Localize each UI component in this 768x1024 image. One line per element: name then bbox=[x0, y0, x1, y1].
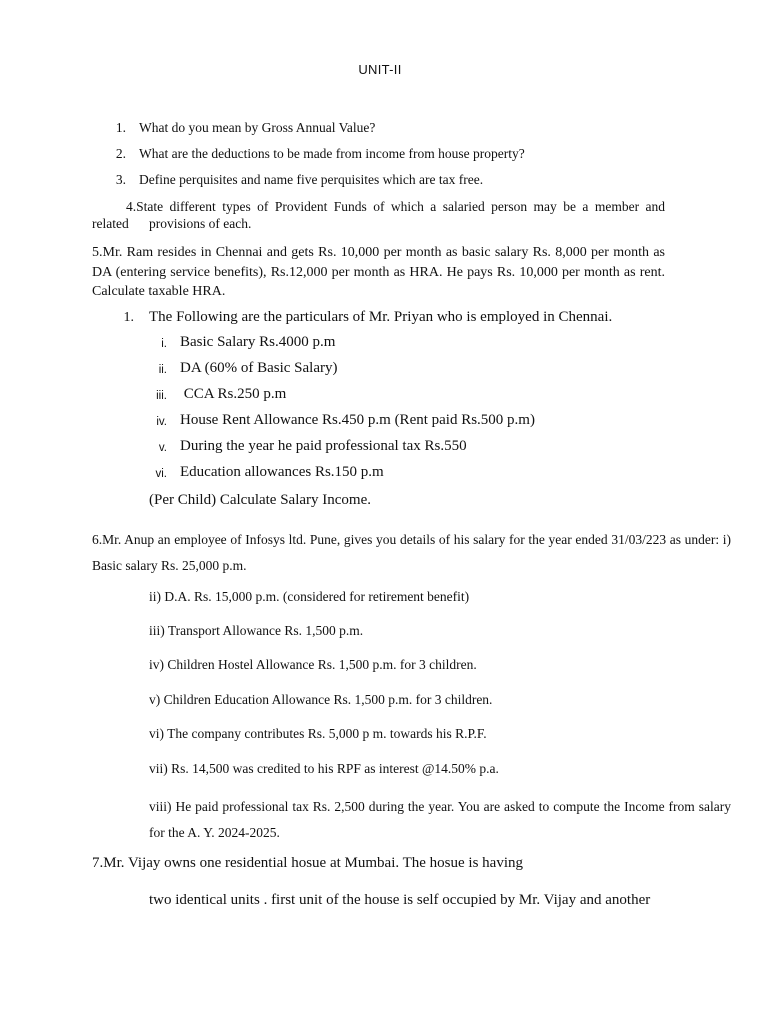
item-number: vi. bbox=[155, 468, 167, 480]
question-6-intro: 6.Mr. Anup an employee of Infosys ltd. Pune, gives you details of his salary for the year ended 31/03/223 as under: i) Basic salary Rs. 25,000 p.m. bbox=[92, 532, 731, 573]
question-text: Define perquisites and name five perquisites which are tax free. bbox=[139, 172, 484, 187]
question-footer: (Per Child) Calculate Salary Income. bbox=[149, 492, 372, 508]
question-6-item: vi) The company contributes Rs. 5,000 p m. towards his R.P.F. bbox=[149, 726, 487, 741]
question-number: 3. bbox=[115, 172, 126, 187]
question-6-item: iv) Children Hostel Allowance Rs. 1,500 p.m. for 3 children. bbox=[149, 657, 477, 672]
question-text: What are the deductions to be made from income from house property? bbox=[139, 146, 525, 161]
question-5: 5.Mr. Ram resides in Chennai and gets Rs. 10,000 per month as basic salary Rs. 8,000 per month as DA (entering service benefits), Rs.12,000 per month as HRA. He pays Rs. 10,000 per month as rent. Calculate taxable HRA. bbox=[92, 245, 665, 299]
question-6-last-item: viii) He paid professional tax Rs. 2,500 during the year. You are asked to compute the Income from salary for the A. Y. 2024-2025. bbox=[149, 799, 731, 840]
item-number: iv. bbox=[156, 416, 167, 428]
question-4-line-1: 4.State different types of Provident Funds of which a salaried person may be a member and bbox=[126, 199, 665, 214]
item-text: Education allowances Rs.150 p.m bbox=[180, 464, 384, 480]
question-6-item: iii) Transport Allowance Rs. 1,500 p.m. bbox=[149, 623, 364, 638]
question-6-item: v) Children Education Allowance Rs. 1,500 p.m. for 3 children. bbox=[149, 692, 493, 707]
item-text: Basic Salary Rs.4000 p.m bbox=[180, 334, 336, 350]
unit-title: UNIT-II bbox=[358, 62, 402, 77]
question-text: What do you mean by Gross Annual Value? bbox=[139, 120, 376, 135]
item-text: House Rent Allowance Rs.450 p.m (Rent paid Rs.500 p.m) bbox=[180, 412, 535, 428]
question-6-item: ii) D.A. Rs. 15,000 p.m. (considered for retirement benefit) bbox=[149, 589, 470, 604]
question-4-line-2: related provisions of each. bbox=[92, 216, 252, 231]
question-number: 1. bbox=[115, 120, 126, 135]
question-text: The Following are the particulars of Mr. Priyan who is employed in Chennai. bbox=[149, 309, 613, 325]
question-7-line-2: two identical units . first unit of the house is self occupied by Mr. Vijay and another bbox=[149, 892, 651, 908]
item-text: CCA Rs.250 p.m bbox=[180, 386, 287, 402]
item-number: v. bbox=[158, 442, 167, 454]
item-text: During the year he paid professional tax Rs.550 bbox=[180, 438, 467, 454]
question-7-line-1: 7.Mr. Vijay owns one residential hosue at Mumbai. The hosue is having bbox=[92, 855, 523, 871]
item-text: DA (60% of Basic Salary) bbox=[180, 360, 338, 376]
item-number: iii. bbox=[156, 390, 167, 402]
item-number: ii. bbox=[158, 364, 167, 376]
question-number: 1. bbox=[123, 310, 134, 325]
question-6-item: vii) Rs. 14,500 was credited to his RPF as interest @14.50% p.a. bbox=[149, 761, 499, 776]
question-number: 2. bbox=[115, 146, 126, 161]
item-number: i. bbox=[161, 338, 167, 350]
